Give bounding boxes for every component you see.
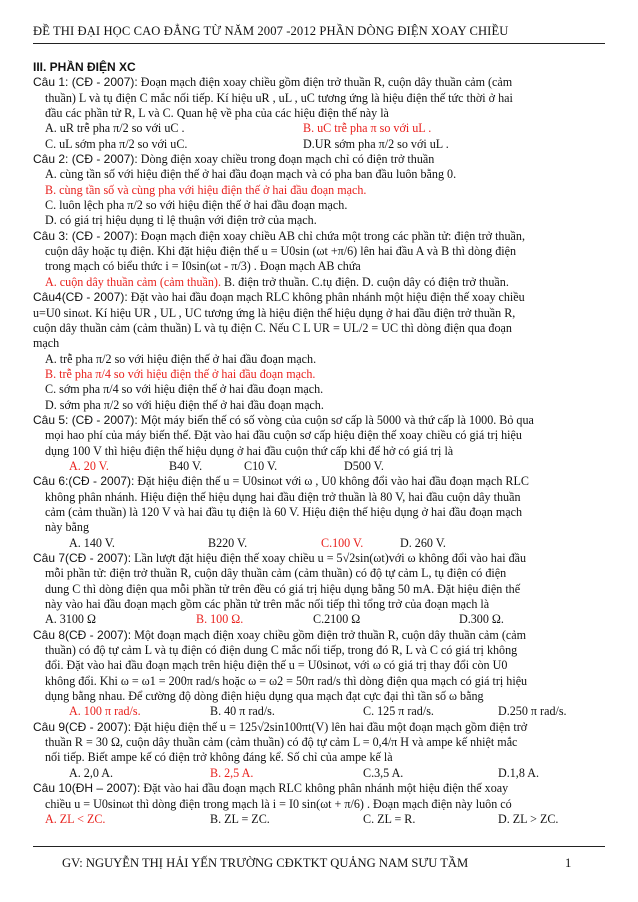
- footer-divider: [33, 846, 605, 847]
- question-4: [33, 290, 618, 413]
- question-text: cuộn dây thuần cảm (cảm thuần) L và tụ điện C. Nếu C L UR = UL/2 = UC thì dòng điện qua đoạn: [33, 320, 512, 335]
- option-d: D. 260 V.: [400, 535, 446, 550]
- page-footer: GV: NGUYỄN THỊ HẢI YẾN TRƯỜNG CĐKTKT QUẢNG NAM SƯU TẦM: [62, 856, 469, 870]
- question-text: chiều u = U0sinωt thì dòng điện trong mạch là i = I0 sin(ωt + π/6) . Đoạn mạch điện này luôn có: [45, 796, 512, 811]
- option-a-answer: A. 100 π rad/s.: [69, 704, 141, 719]
- option-d: D.250 π rad/s.: [498, 704, 567, 719]
- option-d: D. sớm pha π/2 so với hiệu điện thế ở hai đầu đoạn mạch.: [45, 397, 324, 412]
- option-d: D.1,8 A.: [498, 765, 539, 780]
- question-text: Đoạn mạch điện xoay chiều gồm điện trở thuần R, cuộn dây thuần cảm (cảm: [137, 75, 513, 90]
- question-2: [33, 152, 618, 229]
- option-a: A. trễ pha π/2 so với hiệu điện thế ở hai đầu đoạn mạch.: [45, 351, 317, 366]
- question-text: Dòng điện xoay chiều trong đoạn mạch chỉ có điện trở thuần: [137, 152, 435, 167]
- option-b-answer: B. 2,5 A.: [210, 765, 254, 780]
- option-a-answer: A. 20 V.: [69, 458, 109, 473]
- question-text: thuần) L và tụ điện C mắc nối tiếp. Kí hiệu uR , uL , uC tương ứng là hiệu điện thế tức thời ở hai: [45, 90, 513, 105]
- question-text: Đặt vào hai đầu đoạn mạch RLC không phân nhánh một hiệu điện thế xoay chiều: [127, 290, 525, 305]
- question-3: [33, 229, 618, 290]
- question-label: Câu 8(CĐ - 2007):: [33, 627, 132, 642]
- option-c: C.3,5 A.: [363, 765, 404, 780]
- question-text: dụng 100 V thì hiệu điện thế hiệu dụng ở hai đầu cuộn thứ cấp khi để hở có giá trị là: [45, 443, 454, 458]
- question-text: Lần lượt đặt hiệu điện thế xoay chiều u = 5√2sin(ωt)với ω không đổi vào hai đầu: [131, 551, 527, 565]
- question-5: [33, 413, 618, 474]
- question-text: mọi hao phí của máy biến thế. Đặt vào hai đầu cuộn sơ cấp hiệu điện thế xoay chiều có giá trị hiệu: [45, 428, 522, 443]
- question-text: mỗi phần tử: điện trở thuần R, cuộn dây thuần cảm (cảm thuần) có độ tự cảm L, tụ điện có điện: [45, 566, 507, 581]
- question-6: [33, 474, 618, 551]
- option-a: A. cùng tần số với hiệu điện thế ở hai đầu đoạn mạch và có pha ban đầu luôn bằng 0.: [45, 167, 457, 182]
- option-d: D.300 Ω.: [459, 612, 504, 627]
- question-label: Câu 3: (CĐ - 2007):: [33, 228, 138, 243]
- question-label: Câu 6:(CĐ - 2007):: [33, 474, 135, 489]
- question-text: Đoạn mạch điện xoay chiều AB chỉ chứa một trong các phần tử: điện trở thuần,: [137, 228, 525, 243]
- question-text: Đặt vào hai đầu đoạn mạch RLC không phân nhánh một hiệu điện thế xoay: [140, 781, 509, 796]
- question-text: nối tiếp. Biết ampe kế có điện trở không đáng kể. Số chỉ của ampe kế là: [45, 750, 393, 765]
- option-c: C. ZL = R.: [363, 811, 416, 826]
- option-a: A. 140 V.: [69, 535, 115, 550]
- option-b-answer: B. trễ pha π/4 so với hiệu điện thế ở hai đầu đoạn mạch.: [45, 366, 316, 381]
- option-a-answer: A. ZL < ZC.: [45, 811, 106, 826]
- option-c-answer: C.100 V.: [321, 535, 364, 550]
- question-text: thuần R = 30 Ω, cuộn dây thuần cảm (cảm thuần) có độ tự cảm L = 0,4/π H và ampe kế nhiệt mắc: [45, 735, 518, 750]
- question-9: [33, 720, 618, 781]
- option-c: C. sớm pha π/4 so với hiệu điện thế ở hai đầu đoạn mạch.: [45, 382, 324, 397]
- question-text: cuộn dây hoặc tụ điện. Khi đặt hiệu điện thế u = U0sin (ωt +π/6) lên hai đầu A và B thì dòng điện: [45, 244, 517, 259]
- option-b-answer: B. cùng tần số và cùng pha với hiệu điện thế ở hai đầu đoạn mạch.: [45, 182, 367, 197]
- option-c: C. luôn lệch pha π/2 so với hiệu điện thế ở hai đầu đoạn mạch.: [45, 198, 348, 213]
- question-label: Câu 10(ĐH – 2007):: [33, 781, 141, 796]
- question-label: Câu 7(CĐ - 2007):: [33, 551, 132, 565]
- question-text: thuần) có độ tự cảm L và tụ điện có điện dung C mắc nối tiếp, trong đó R, L và C có giá trị không: [45, 643, 518, 658]
- option-b: B220 V.: [208, 535, 248, 550]
- option-b: B40 V.: [169, 458, 203, 473]
- question-10: [33, 781, 618, 827]
- option-a: A. 3100 Ω: [45, 612, 96, 627]
- other-options: B. điện trở thuần. C.tụ điện. D. cuộn dây có điện trở thuần.: [220, 274, 509, 289]
- option-c: C.2100 Ω: [313, 612, 361, 627]
- page-number: 1: [565, 856, 572, 870]
- question-text: dung C thì dòng điện qua mỗi phần tử trên đều có giá trị hiệu dụng bằng 50 mA. Đặt hiệu điện thế: [45, 581, 521, 596]
- question-text: trong mạch có biểu thức i = I0sin(ωt - π/3) . Đoạn mạch AB chứa: [45, 259, 361, 274]
- option-b-answer: B. 100 Ω.: [196, 612, 244, 627]
- option-c: C. 125 π rad/s.: [363, 704, 434, 719]
- question-label: Câu 2: (CĐ - 2007):: [33, 152, 138, 167]
- question-7: [33, 551, 618, 628]
- question-label: Câu 9(CĐ - 2007):: [33, 719, 132, 734]
- question-text: không phân nhánh. Hiệu điện thế hiệu dụng hai đầu điện trở thuần là 80 V, hai đầu cuộn dây thuần: [45, 489, 521, 504]
- question-text: u=U0 sinωt. Kí hiệu UR , UL , UC tương ứng là hiệu điện thế hiệu dụng ở hai đầu điện trở thuần R,: [33, 305, 516, 320]
- page-header: ĐỀ THI ĐẠI HỌC CAO ĐẲNG TỪ NĂM 2007 -2012 PHẦN DÒNG ĐIỆN XOAY CHIỀU: [33, 24, 509, 38]
- question-text: không đổi. Khi ω = ω1 = 200π rad/s hoặc ω = ω2 = 50π rad/s thì dòng điện qua mạch có giá trị hiệu: [45, 673, 528, 688]
- option-c: C10 V.: [244, 458, 278, 473]
- question-text: mạch: [33, 336, 60, 351]
- option-a-answer: A. cuộn dây thuần cảm (cảm thuần).: [45, 274, 221, 289]
- question-1: [33, 75, 618, 152]
- option-b: B. 40 π rad/s.: [210, 704, 275, 719]
- question-text: Một đoạn mạch điện xoay chiều gồm điện trở thuần R, cuộn dây thuần cảm (cảm: [131, 627, 527, 642]
- option-a: A. uR trễ pha π/2 so với uC .: [45, 121, 185, 136]
- question-text: này vào hai đầu đoạn mạch gồm các phần tử trên mắc nối tiếp thì tổng trở của đoạn mạch là: [45, 597, 490, 612]
- question-text: dụng bằng nhau. Để cường độ dòng điện hiệu dụng qua mạch đạt cực đại thì tần số ω bằng: [45, 689, 484, 704]
- option-d: D500 V.: [344, 458, 384, 473]
- question-text: Một máy biến thế có số vòng của cuộn sơ cấp là 5000 và thứ cấp là 1000. Bỏ qua: [137, 412, 534, 427]
- option-b-answer: B. uC trễ pha π so với uL .: [303, 121, 432, 136]
- option-b: B. ZL = ZC.: [210, 811, 270, 826]
- option-d: D. ZL > ZC.: [498, 811, 559, 826]
- section-title: III. PHẦN ĐIỆN XC: [33, 60, 136, 74]
- question-text: Đặt hiệu điện thế u = U0sinωt với ω , U0 không đổi vào hai đầu đoạn mạch RLC: [134, 474, 529, 489]
- option-a: A. 2,0 A.: [69, 765, 114, 780]
- option-c: C. uL sớm pha π/2 so với uC.: [45, 136, 188, 151]
- document-body: [33, 60, 618, 827]
- option-d: D.UR sớm pha π/2 so với uL .: [303, 136, 449, 151]
- question-label: Câu 5: (CĐ - 2007):: [33, 412, 138, 427]
- question-label: Câu 1: (CĐ - 2007):: [33, 75, 138, 90]
- question-text: Đặt hiệu điện thế u = 125√2sin100πt(V) lên hai đầu một đoạn mạch gồm điện trở: [131, 719, 528, 734]
- question-text: đầu các phần tử R, L và C. Quan hệ về pha của các hiệu điện thế này là: [45, 106, 389, 121]
- question-label: Câu4(CĐ - 2007):: [33, 290, 128, 305]
- question-text: cảm (cảm thuần) là 120 V và hai đầu tụ điện là 60 V. Hiệu điện thế hiệu dụng ở hai đầu đoạn mạch: [45, 504, 523, 519]
- question-text: đổi. Đặt vào hai đầu đoạn mạch trên hiệu điện thế u = U0sinωt, với ω có giá trị thay đổi còn U0: [45, 658, 508, 673]
- option-d: D. có giá trị hiệu dụng tỉ lệ thuận với điện trở của mạch.: [45, 213, 317, 228]
- question-text: này bằng: [45, 520, 89, 535]
- header-divider: [33, 43, 605, 44]
- question-8: [33, 628, 618, 720]
